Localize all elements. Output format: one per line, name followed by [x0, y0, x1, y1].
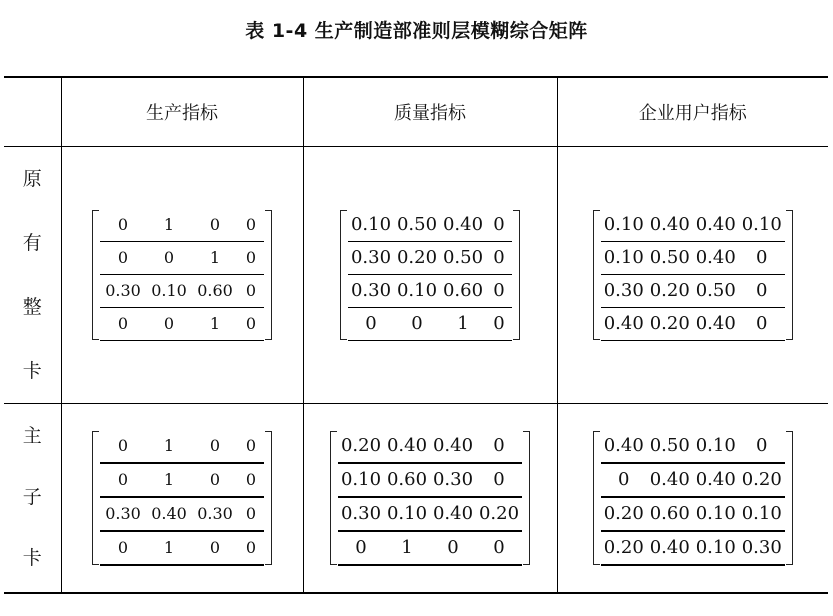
matrix: 0.40 0.50 0.10 0 0 0.40 0.40 0.20 0.20 0.60 0.10 0.10 0.20 0.40 0.10 0.30 [593, 430, 793, 566]
table-caption: 表 1-4 生产制造部准则层模糊综合矩阵 [245, 20, 588, 42]
matrix: 0.10 0.40 0.40 0.10 0.10 0.50 0.40 0 0.30 0.20 0.50 0 0.40 0.20 0.40 0 [593, 209, 793, 341]
matrix-cell [303, 403, 557, 593]
matrix-cell [303, 146, 557, 403]
fuzzy-matrix-table [4, 76, 828, 594]
matrix: 0 1 0 0 0 1 0 0 0.30 0.40 0.30 0 0 1 0 0 [92, 430, 272, 566]
matrix-cell [61, 403, 303, 593]
matrix-cell [557, 146, 828, 403]
row-label: 主 子 卡 [4, 403, 61, 593]
header-production: 生产指标 [61, 77, 303, 146]
row-label: 原 有 整 卡 [4, 146, 61, 403]
matrix-cell [61, 146, 303, 403]
header-enterprise-user: 企业用户指标 [557, 77, 828, 146]
header-row [4, 77, 828, 146]
matrix: 0.20 0.40 0.40 0 0.10 0.60 0.30 0 0.30 0.10 0.40 0.20 0 1 0 0 [330, 430, 530, 566]
table-row [4, 146, 828, 403]
matrix: 0 1 0 0 0 0 1 0 0.30 0.10 0.60 0 0 0 1 0 [92, 209, 272, 341]
table-row [4, 403, 828, 593]
matrix-cell [557, 403, 828, 593]
header-corner [4, 77, 61, 146]
header-quality: 质量指标 [303, 77, 557, 146]
matrix: 0.10 0.50 0.40 0 0.30 0.20 0.50 0 0.30 0.10 0.60 0 0 0 1 0 [340, 209, 520, 341]
